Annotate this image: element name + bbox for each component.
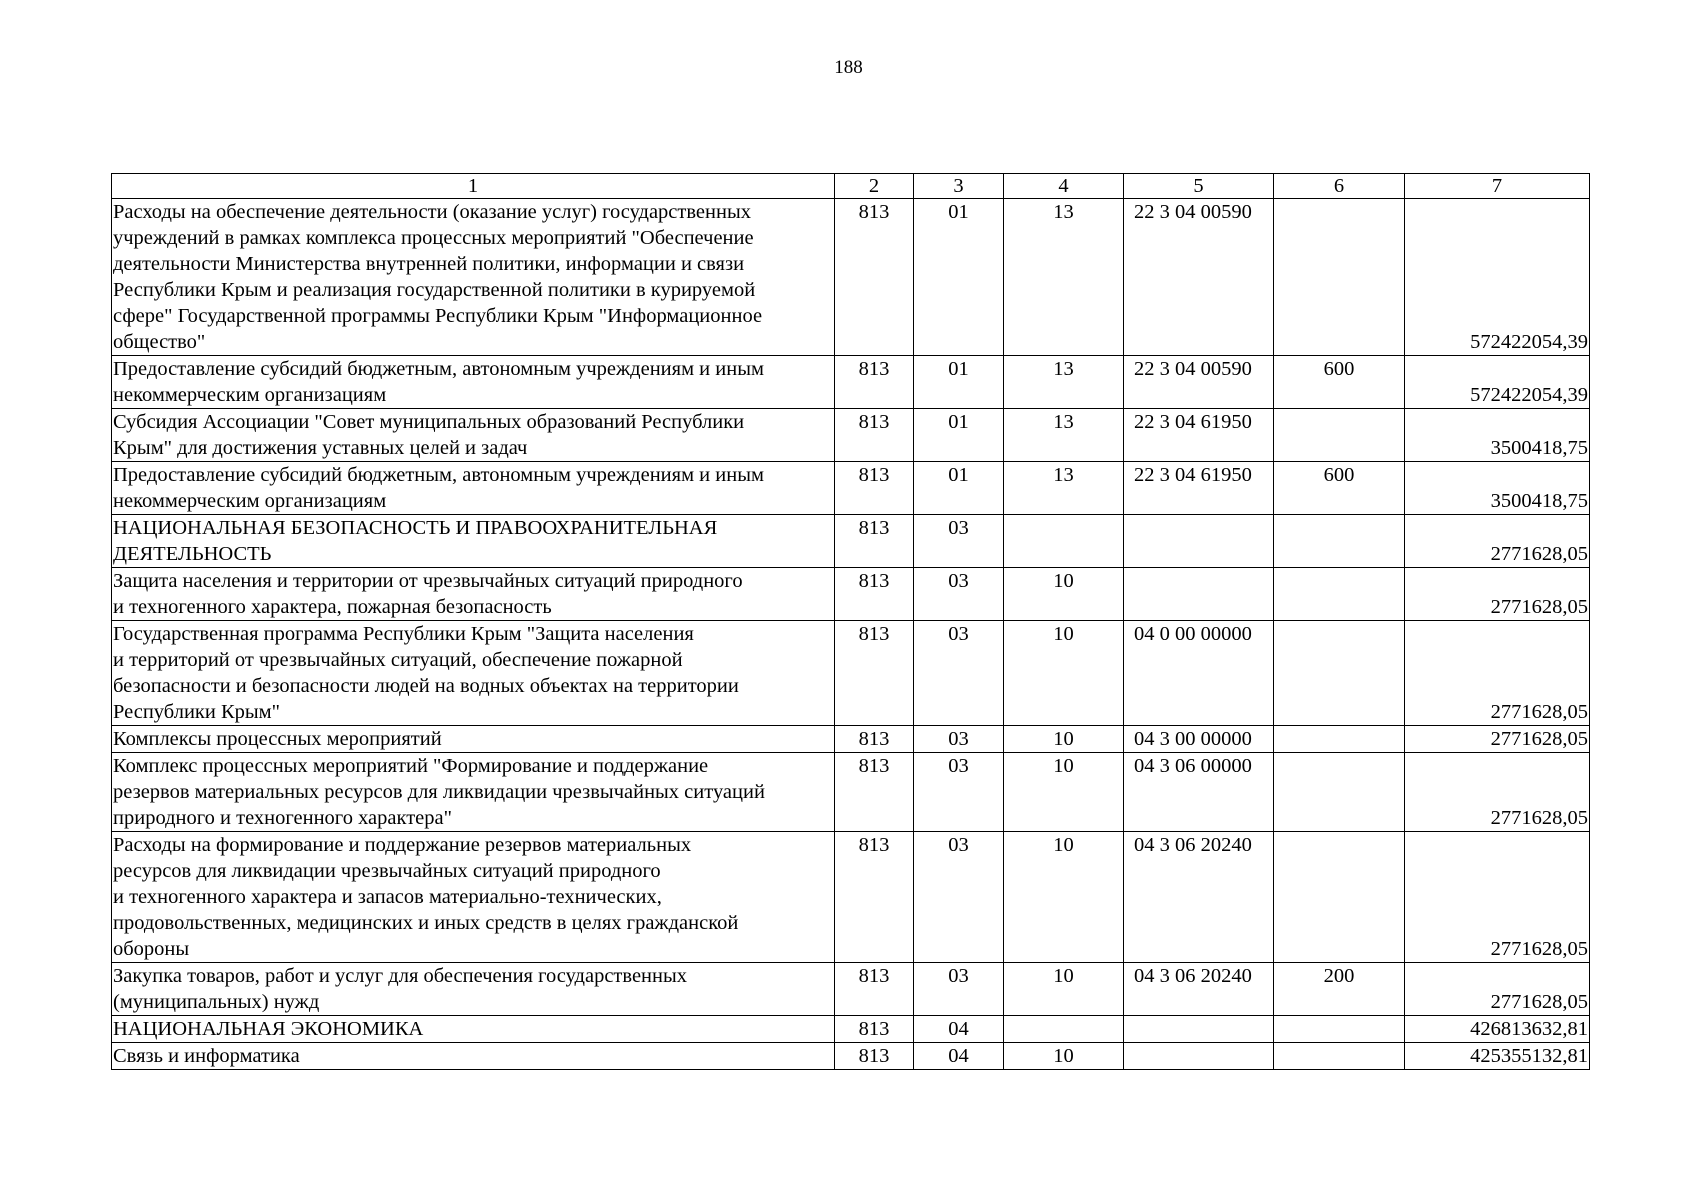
section-code: 03 [914,515,1004,568]
section-code: 03 [914,726,1004,753]
subsection-code: 13 [1004,356,1124,409]
table-row [112,199,1590,356]
ministry-code: 813 [835,963,914,1016]
subsection-code [1004,515,1124,568]
item-name: Расходы на обеспечение деятельности (оказание услуг) государственных учреждений в рамках комплекса процессных мероприятий "Обеспечение деятельности Министерства внутренней политики, информации и связи Республики Крым и реализация государственной политики в курируемой сфере" Государственной программы Республики Крым "Информационное общество" [112,199,835,356]
target-code: 22 3 04 61950 [1124,409,1274,462]
expense-type-code: 600 [1274,462,1405,515]
item-name: НАЦИОНАЛЬНАЯ БЕЗОПАСНОСТЬ И ПРАВООХРАНИТЕЛЬНАЯ ДЕЯТЕЛЬНОСТЬ [112,515,835,568]
expense-type-code [1274,832,1405,963]
page-number: 188 [834,57,863,78]
target-code [1124,1016,1274,1043]
column-header: 2 [835,174,914,199]
target-code: 22 3 04 00590 [1124,199,1274,356]
section-code: 01 [914,356,1004,409]
item-name: Комплекс процессных мероприятий "Формирование и поддержание резервов материальных ресурсов для ликвидации чрезвычайных ситуаций природного и техногенного характера" [112,753,835,832]
target-code: 04 3 06 20240 [1124,963,1274,1016]
expense-type-code [1274,621,1405,726]
section-code: 01 [914,199,1004,356]
table-body [112,199,1590,1070]
ministry-code: 813 [835,621,914,726]
column-header: 6 [1274,174,1405,199]
table-row [112,726,1590,753]
subsection-code: 13 [1004,199,1124,356]
table-row [112,568,1590,621]
section-code: 03 [914,753,1004,832]
item-name: Комплексы процессных мероприятий [112,726,835,753]
section-code: 01 [914,462,1004,515]
table-row [112,409,1590,462]
section-code: 03 [914,832,1004,963]
subsection-code: 10 [1004,726,1124,753]
target-code: 22 3 04 00590 [1124,356,1274,409]
ministry-code: 813 [835,356,914,409]
table-row [112,832,1590,963]
table-row [112,1016,1590,1043]
ministry-code: 813 [835,726,914,753]
target-code: 04 3 06 00000 [1124,753,1274,832]
column-header: 1 [112,174,835,199]
table-row [112,356,1590,409]
expense-type-code [1274,1016,1405,1043]
item-name: Закупка товаров, работ и услуг для обеспечения государственных (муниципальных) нужд [112,963,835,1016]
item-name: Расходы на формирование и поддержание резервов материальных ресурсов для ликвидации чрезвычайных ситуаций природного и техногенного характера и запасов материально-технических, продовольственных, медицинских и иных средств в целях гражданской обороны [112,832,835,963]
expense-type-code [1274,753,1405,832]
table-row [112,753,1590,832]
amount: 3500418,75 [1405,409,1590,462]
section-code: 04 [914,1043,1004,1070]
ministry-code: 813 [835,753,914,832]
target-code [1124,515,1274,568]
item-name: Субсидия Ассоциации "Совет муниципальных образований Республики Крым" для достижения уставных целей и задач [112,409,835,462]
section-code: 03 [914,963,1004,1016]
amount: 2771628,05 [1405,621,1590,726]
target-code [1124,568,1274,621]
item-name: НАЦИОНАЛЬНАЯ ЭКОНОМИКА [112,1016,835,1043]
target-code: 04 3 06 20240 [1124,832,1274,963]
amount: 2771628,05 [1405,963,1590,1016]
target-code: 04 3 00 00000 [1124,726,1274,753]
amount: 426813632,81 [1405,1016,1590,1043]
ministry-code: 813 [835,1016,914,1043]
target-code: 22 3 04 61950 [1124,462,1274,515]
item-name: Защита населения и территории от чрезвычайных ситуаций природного и техногенного характера, пожарная безопасность [112,568,835,621]
ministry-code: 813 [835,199,914,356]
table-row [112,1043,1590,1070]
ministry-code: 813 [835,462,914,515]
section-code: 03 [914,568,1004,621]
amount: 2771628,05 [1405,726,1590,753]
expense-type-code: 200 [1274,963,1405,1016]
amount: 572422054,39 [1405,356,1590,409]
ministry-code: 813 [835,409,914,462]
table-row [112,621,1590,726]
subsection-code: 10 [1004,568,1124,621]
section-code: 03 [914,621,1004,726]
subsection-code: 13 [1004,409,1124,462]
subsection-code: 10 [1004,621,1124,726]
ministry-code: 813 [835,568,914,621]
ministry-code: 813 [835,1043,914,1070]
item-name: Предоставление субсидий бюджетным, автономным учреждениям и иным некоммерческим организациям [112,462,835,515]
subsection-code [1004,1016,1124,1043]
expense-type-code [1274,726,1405,753]
item-name: Государственная программа Республики Крым "Защита населения и территорий от чрезвычайных ситуаций, обеспечение пожарной безопасности и безопасности людей на водных объектах на территории Республики Крым" [112,621,835,726]
amount: 2771628,05 [1405,753,1590,832]
table-row [112,462,1590,515]
column-number-row [112,174,1590,199]
column-header: 7 [1405,174,1590,199]
item-name: Предоставление субсидий бюджетным, автономным учреждениям и иным некоммерческим организациям [112,356,835,409]
expense-type-code [1274,409,1405,462]
table-row [112,963,1590,1016]
column-header: 5 [1124,174,1274,199]
column-header: 4 [1004,174,1124,199]
expense-type-code [1274,568,1405,621]
expense-type-code [1274,515,1405,568]
subsection-code: 10 [1004,753,1124,832]
subsection-code: 10 [1004,832,1124,963]
subsection-code: 13 [1004,462,1124,515]
amount: 425355132,81 [1405,1043,1590,1070]
target-code: 04 0 00 00000 [1124,621,1274,726]
expense-type-code: 600 [1274,356,1405,409]
budget-table [111,173,1590,1070]
amount: 572422054,39 [1405,199,1590,356]
target-code [1124,1043,1274,1070]
subsection-code: 10 [1004,1043,1124,1070]
subsection-code: 10 [1004,963,1124,1016]
ministry-code: 813 [835,832,914,963]
amount: 2771628,05 [1405,515,1590,568]
ministry-code: 813 [835,515,914,568]
amount: 2771628,05 [1405,568,1590,621]
section-code: 04 [914,1016,1004,1043]
column-header: 3 [914,174,1004,199]
amount: 2771628,05 [1405,832,1590,963]
expense-type-code [1274,1043,1405,1070]
item-name: Связь и информатика [112,1043,835,1070]
table-row [112,515,1590,568]
expense-type-code [1274,199,1405,356]
section-code: 01 [914,409,1004,462]
amount: 3500418,75 [1405,462,1590,515]
